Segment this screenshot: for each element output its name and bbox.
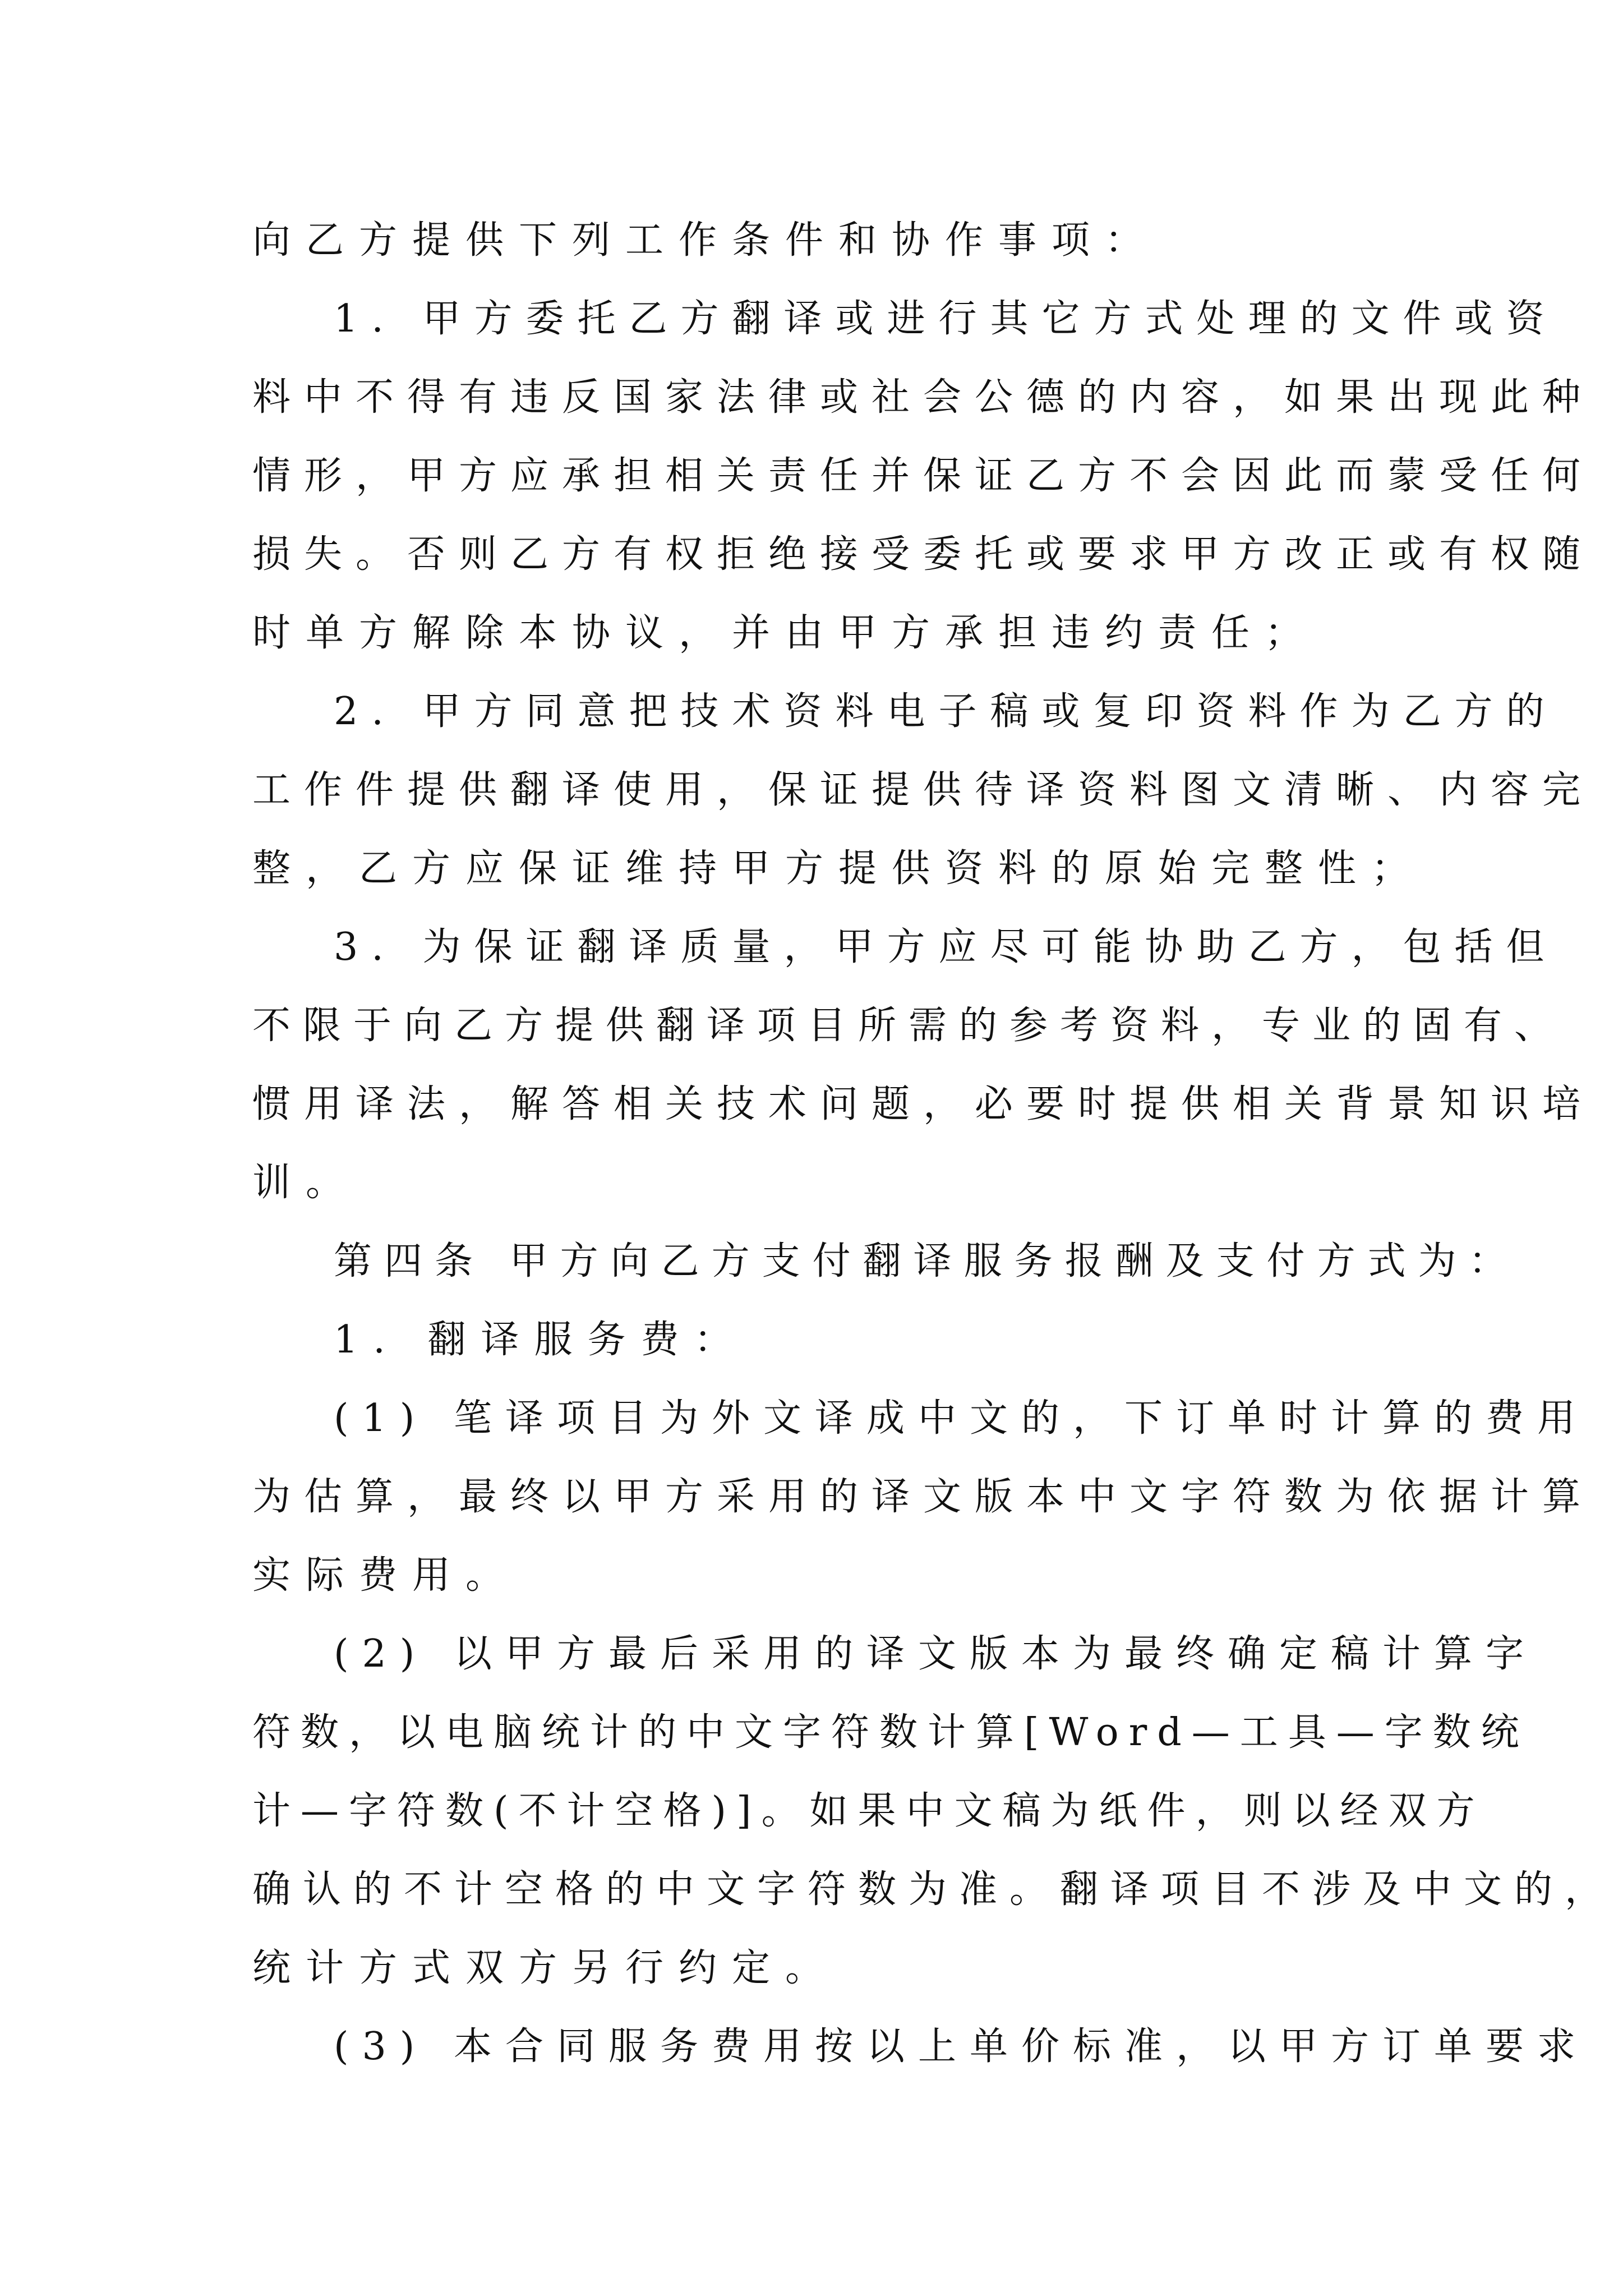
text-line: 料中不得有违反国家法律或社会公德的内容，如果出现此种 (252, 375, 1594, 420)
text-line: 3. 为保证翻译质量，甲方应尽可能协助乙方，包括但 (334, 925, 1558, 969)
text-line: 统计方式双方另行约定。 (252, 1946, 839, 1990)
section-heading: 第四条 甲方向乙方支付翻译服务报酬及支付方式为： (334, 1239, 1519, 1283)
text-line: (2) 以甲方最后采用的译文版本为最终确定稿计算字 (334, 1632, 1537, 1676)
text-line: 时单方解除本协议，并由甲方承担违约责任； (252, 611, 1318, 655)
text-line: 为估算，最终以甲方采用的译文版本中文字符数为依据计算 (252, 1475, 1594, 1519)
text-line: 不限于向乙方提供翻译项目所需的参考资料，专业的固有、 (252, 1004, 1565, 1048)
text-line: 向乙方提供下列工作条件和协作事项： (252, 218, 1159, 263)
text-line: 1. 翻译服务费： (334, 1318, 748, 1362)
text-line: 计—字符数(不计空格)]。如果中文稿为纸件，则以经双方 (252, 1789, 1485, 1833)
text-line: 损失。否则乙方有权拒绝接受委托或要求甲方改正或有权随 (252, 532, 1594, 577)
text-line: 确认的不计空格的中文字符数为准。翻译项目不涉及中文的， (252, 1867, 1616, 1912)
text-line: 训。 (252, 1161, 359, 1205)
text-line: (3) 本合同服务费用按以上单价标准，以甲方订单要求 (334, 2024, 1589, 2069)
text-line: 情形，甲方应承担相关责任并保证乙方不会因此而蒙受任何 (252, 454, 1594, 498)
text-line: 整，乙方应保证维持甲方提供资料的原始完整性； (252, 846, 1425, 891)
text-line: 1. 甲方委托乙方翻译或进行其它方式处理的文件或资 (334, 297, 1558, 341)
text-line: 工作件提供翻译使用，保证提供待译资料图文清晰、内容完 (252, 768, 1594, 812)
text-line: 实际费用。 (252, 1553, 519, 1598)
text-line: 惯用译法，解答相关技术问题，必要时提供相关背景知识培 (252, 1082, 1594, 1126)
text-line: 符数，以电脑统计的中文字符数计算[Word—工具—字数统 (252, 1710, 1529, 1755)
text-line: (1) 笔译项目为外文译成中文的，下订单时计算的费用 (334, 1396, 1589, 1441)
text-line: 2. 甲方同意把技术资料电子稿或复印资料作为乙方的 (334, 689, 1558, 734)
